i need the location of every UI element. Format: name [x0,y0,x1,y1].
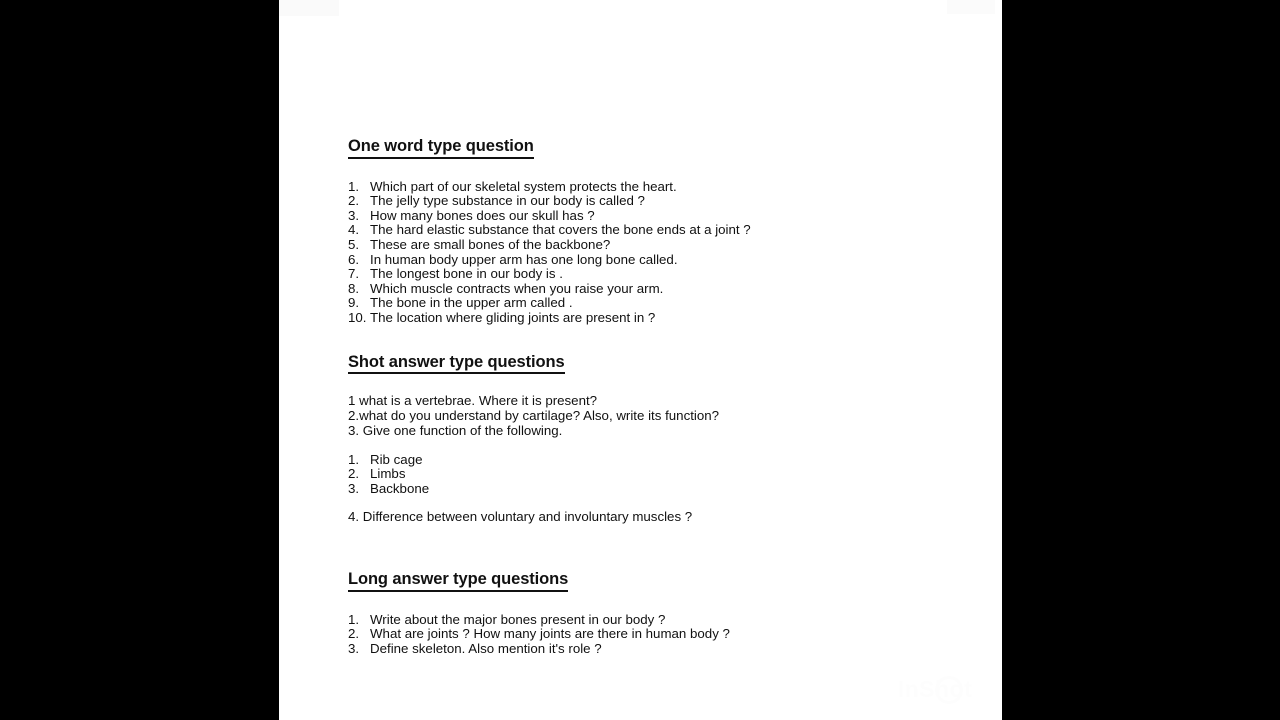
list-item [348,180,988,195]
section-one-word-type-question [348,136,988,326]
list-item-text: Which part of our skeletal system protects the heart. [370,178,677,194]
list-item-text: What are joints ? How many joints are there in human body ? [370,626,730,642]
heading-wrap-3 [348,569,988,592]
list-item [348,311,988,326]
list-item [348,223,988,238]
section-heading-long-answer: Long answer type questions [348,569,568,592]
list-item [348,453,988,468]
list-item-number: 2. [348,626,360,642]
list-item-text: Define skeleton. Also mention it's role ? [370,640,602,656]
list-item [348,253,988,268]
list-item-number: 2. [348,466,360,482]
list-item-text: The location where gliding joints are present in ? [370,309,656,325]
list-item-number: 1. [348,611,360,627]
list-item-text: These are small bones of the backbone? [370,237,611,252]
list-item [348,194,988,209]
list-item-number: 7. [348,266,360,282]
list-item-text: The longest bone in our body is . [370,266,563,282]
list-item [348,238,988,253]
list-item-number: 4. [348,222,360,238]
flush-line: 1 what is a vertebrae. Where it is present? [348,393,598,409]
list-item-number: 3. [348,480,360,496]
list-item-number: 6. [348,251,360,267]
list-item [348,613,988,628]
list-item-number: 3. [348,640,360,656]
document-page [279,0,1002,720]
list-item-number: 5. [348,237,360,252]
list-item-number: 10. [348,309,367,325]
list-item-text: How many bones does our skull has ? [370,207,595,223]
section-long-answer-type-questions [348,569,988,656]
list-item [348,627,988,642]
heading-wrap-2 [348,352,988,375]
list-item [348,282,988,297]
list-item [348,209,988,224]
list-item [348,482,988,497]
list-item-number: 8. [348,280,360,296]
inshot-watermark [883,672,987,706]
question-list-one-word [348,180,988,326]
list-item-number: 3. [348,207,360,223]
list-item-text: Rib cage [370,451,423,467]
list-item-number: 9. [348,295,360,311]
list-item-number: 2. [348,193,360,209]
list-item-text: The jelly type substance in our body is called ? [370,193,645,209]
list-item [348,267,988,282]
list-item [348,467,988,482]
list-item-text: Write about the major bones present in our body ? [370,611,666,627]
flush-line: 3. Give one function of the following. [348,422,563,438]
sub-list-body-parts [348,453,988,497]
top-right-artifact [947,0,995,14]
list-item-text: Which muscle contracts when you raise your arm. [370,280,664,296]
section-heading-short-answer: Shot answer type questions [348,352,565,375]
watermark-label: InShot [897,675,973,702]
document-content [348,136,988,657]
list-item-text: Backbone [370,480,430,496]
list-item-text: The hard elastic substance that covers the bone ends at a joint ? [370,222,751,238]
list-item-number: 1. [348,451,360,467]
watermark-ring-icon [935,676,963,704]
flush-line: 4. Difference between voluntary and involuntary muscles ? [348,509,693,525]
section-short-answer-type-questions [348,352,988,526]
list-item [348,642,988,657]
list-item-number: 1. [348,178,360,194]
question-list-long-answer [348,613,988,657]
list-item [348,296,988,311]
heading-wrap-1 [348,136,988,159]
section-heading-one-word: One word type question [348,136,534,159]
list-item-text: In human body upper arm has one long bone called. [370,251,678,267]
flush-line: 2.what do you understand by cartilage? Also, write its function? [348,407,720,423]
list-item-text: Limbs [370,466,406,482]
top-left-artifact [279,0,339,16]
list-item-text: The bone in the upper arm called . [370,295,573,311]
